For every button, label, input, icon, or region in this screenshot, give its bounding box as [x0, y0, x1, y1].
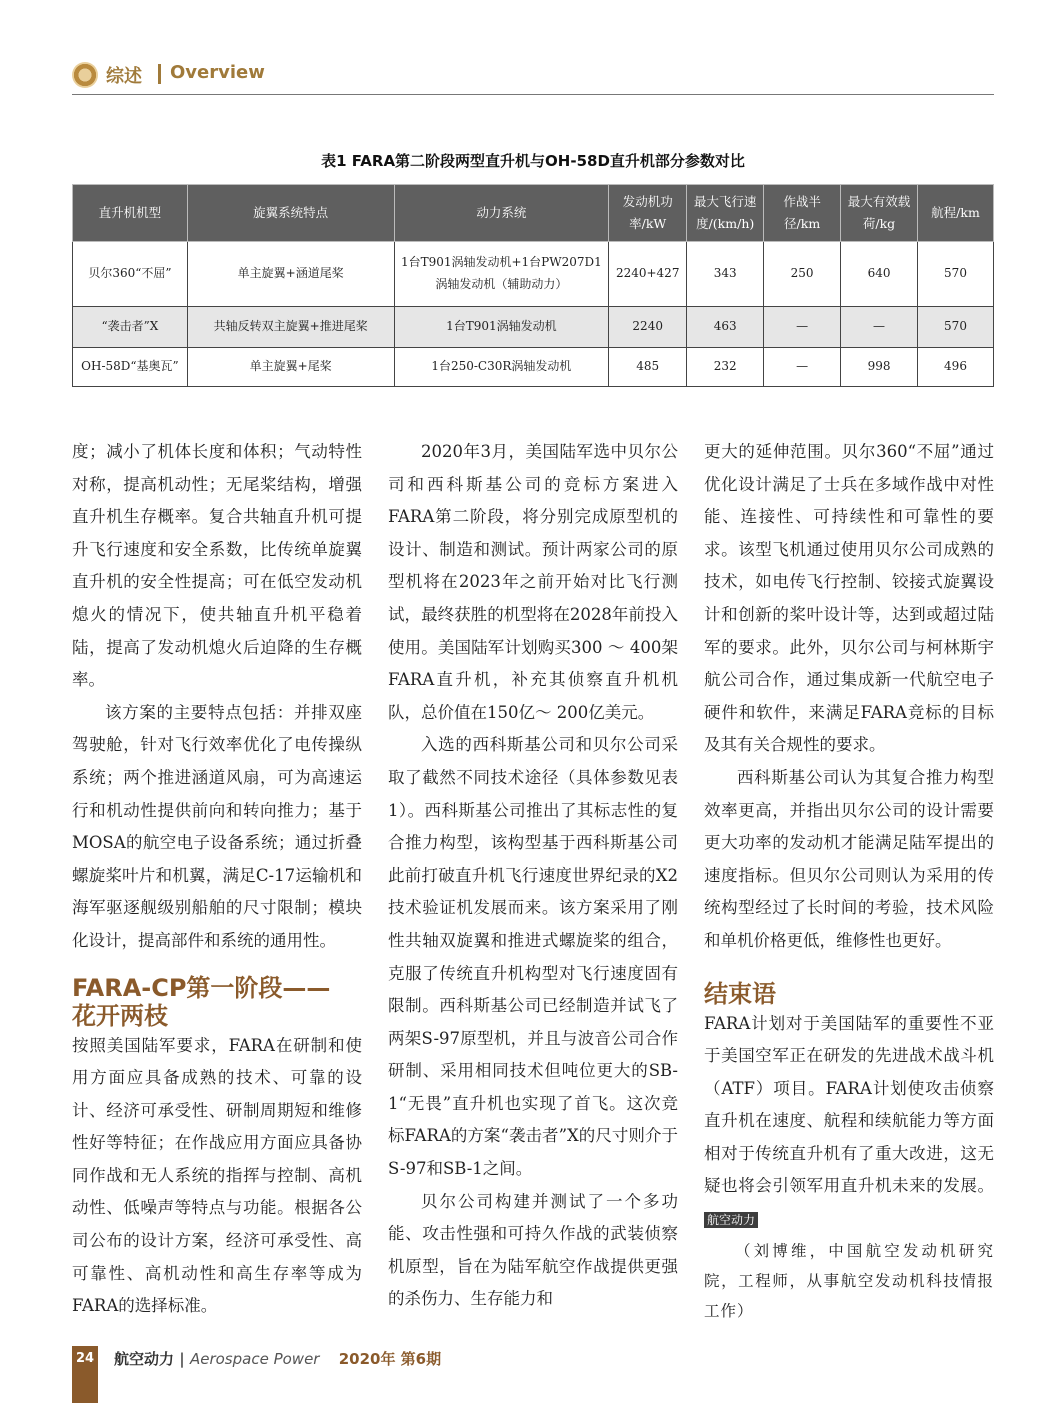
paragraph: 入选的西科斯基公司和贝尔公司采取了截然不同技术途径（具体参数见表1）。西科斯基公司推出了其标志性的复合推力构型，该构型基于西科斯基公司此前打破直升机飞行速度世界纪录的X2技术验证机发展而来。该方案采用了刚性共轴双旋翼和推进式螺旋桨的组合，克服了传统直升机构型对飞行速度固有限制。西科斯基公司已经制造并试飞了两架S-97原型机，并且与波音公司合作研制、采用相同技术但吨位更大的SB-1“无畏”直升机也实现了首飞。这次竞标FARA的方案“袭击者”X的尺寸则介于S-97和SB-1之间。 — [388, 735, 678, 1179]
paragraph: 按照美国陆军要求，FARA在研制和使用方面应具备成熟的技术、可靠的设计、经济可承受性、研制周期短和维修性好等特征；在作战应用方面应具备协同作战和无人系统的指挥与控制、高机动性、低噪声等特点与功能。根据各公司公布的设计方案，经济可承受性、高可靠性、高机动性和高生存率等成为FARA的选择标准。 — [72, 1035, 362, 1316]
magazine-name-en: Aerospace Power — [189, 1350, 320, 1368]
magazine-name-cn: 航空动力 — [114, 1350, 175, 1368]
page-header — [72, 60, 994, 96]
table-cell: 2240 — [609, 307, 687, 348]
table-cell: 2240+427 — [609, 242, 687, 307]
table-cell: 贝尔360“不屈” — [73, 242, 188, 307]
table-cell: 1台250-C30R涡轴发动机 — [394, 348, 609, 387]
paragraph: 西科斯基公司认为其复合推力构型效率更高，并指出贝尔公司的设计需要更大功率的发动机才能满足陆军提出的速度指标。但贝尔公司则认为采用的传统构型经过了长时间的考验，技术风险和单机价格更低，维修性也更好。 — [704, 767, 994, 950]
table-cell: 496 — [918, 348, 994, 387]
table-caption: 表1 FARA第二阶段两型直升机与OH-58D直升机部分参数对比 — [321, 152, 745, 170]
text-column-2 — [388, 436, 678, 1316]
col-header: 航程/km — [918, 185, 994, 242]
paragraph — [704, 1008, 994, 1236]
table-row — [73, 348, 994, 387]
table-cell: 485 — [609, 348, 687, 387]
params-table — [72, 184, 994, 387]
table-header-row — [73, 185, 994, 242]
section-title-en: Overview — [170, 62, 265, 83]
table-row — [73, 307, 994, 348]
heading-line: 花开两枝 — [72, 1001, 168, 1030]
col-header: 直升机机型 — [73, 185, 188, 242]
table-cell: — — [841, 307, 918, 348]
text-column-3 — [704, 436, 994, 1326]
table-cell: 463 — [687, 307, 764, 348]
author-note: （刘博维，中国航空发动机研究院，工程师，从事航空发动机科技情报工作） — [704, 1241, 994, 1320]
page-footer — [72, 1346, 994, 1403]
section-title: 综述 — [106, 66, 142, 87]
journal-logo-icon — [72, 62, 98, 88]
paragraph: 更大的延伸范围。贝尔360“不屈”通过优化设计满足了士兵在多域作战中对性能、连接性、可持续性和可靠性的要求。该型飞机通过使用贝尔公司成熟的技术，如电传飞行控制、铰接式旋翼设计和创新的桨叶设计等，达到或超过陆军的要求。此外，贝尔公司与柯林斯宇航公司合作，通过集成新一代航空电子硬件和软件，来满足FARA竞标的目标及其有关合规性的要求。 — [704, 442, 994, 755]
col-header: 旋翼系统特点 — [187, 185, 394, 242]
header-divider — [158, 64, 161, 84]
table-cell: 343 — [687, 242, 764, 307]
table-cell: 单主旋翼+尾桨 — [187, 348, 394, 387]
table-cell: 250 — [764, 242, 841, 307]
col-header: 最大飞行速度/(km/h) — [687, 185, 764, 242]
table-row — [73, 242, 994, 307]
paragraph: 度；减小了机体长度和体积；气动特性对称，提高机动性；无尾桨结构，增强直升机生存概率。复合共轴直升机可提升飞行速度和安全系数，比传统单旋翼直升机的安全性提高；可在低空发动机熄火的情况下，使共轴直升机平稳着陆，提高了发动机熄火后迫降的生存概率。 — [72, 442, 362, 690]
col-header: 发动机功率/kW — [609, 185, 687, 242]
heading-line: FARA-CP第一阶段—— — [72, 973, 331, 1002]
section-heading: 结束语 — [704, 979, 776, 1008]
table-cell: 1台T901涡轴发动机+1台PW207D1涡轴发动机（辅助动力） — [394, 242, 609, 307]
table-cell: OH-58D“基奥瓦” — [73, 348, 188, 387]
table-cell: 单主旋翼+涵道尾桨 — [187, 242, 394, 307]
page-number: 24 — [72, 1346, 98, 1403]
col-header: 动力系统 — [394, 185, 609, 242]
journal-badge: 航空动力 — [704, 1212, 758, 1228]
table-cell: 640 — [841, 242, 918, 307]
table-cell: 232 — [687, 348, 764, 387]
magazine-name: 航空动力 | Aerospace Power 2020年 第6期 — [114, 1350, 442, 1368]
table-cell: 570 — [918, 242, 994, 307]
col-header: 最大有效载荷/kg — [841, 185, 918, 242]
paragraph: 贝尔公司构建并测试了一个多功能、攻击性强和可持久作战的武装侦察机原型，旨在为陆军航空作战提供更强的杀伤力、生存能力和 — [388, 1191, 678, 1309]
table-cell: 998 — [841, 348, 918, 387]
table-cell: — — [764, 348, 841, 387]
paragraph-text: FARA计划对于美国陆军的重要性不亚于美国空军正在研发的先进战术战斗机（ATF）项目。FARA计划使攻击侦察直升机在速度、航程和续航能力等方面相对于传统直升机有了重大改进，这无疑也将会引领军用直升机未来的发展。 — [704, 1013, 994, 1196]
table-cell: 1台T901涡轴发动机 — [394, 307, 609, 348]
col-header: 作战半径/km — [764, 185, 841, 242]
section-heading — [72, 974, 362, 1030]
table-cell: “袭击者”X — [73, 307, 188, 348]
issue-label: 2020年 第6期 — [338, 1350, 442, 1368]
paragraph: 该方案的主要特点包括：并排双座驾驶舱，针对飞行效率优化了电传操纵系统；两个推进涵道风扇，可为高速运行和机动性提供前向和转向推力；基于MOSA的航空电子设备系统；通过折叠螺旋桨叶片和机翼，满足C-17运输机和海军驱逐舰级别船舶的尺寸限制；模块化设计，提高部件和系统的通用性。 — [72, 702, 362, 950]
table-cell: — — [764, 307, 841, 348]
paragraph: 2020年3月，美国陆军选中贝尔公司和西科斯基公司的竞标方案进入FARA第二阶段，将分别完成原型机的设计、制造和测试。预计两家公司的原型机将在2023年之前开始对比飞行测试，最终获胜的机型将在2028年前投入使用。美国陆军计划购买300 ～ 400架FARA直升机，补充其侦察直升机机队，总价值在150亿～ 200亿美元。 — [388, 442, 678, 722]
table-cell: 共轴反转双主旋翼+推进尾桨 — [187, 307, 394, 348]
text-column-1 — [72, 436, 362, 1323]
table-cell: 570 — [918, 307, 994, 348]
header-rule — [72, 94, 994, 95]
